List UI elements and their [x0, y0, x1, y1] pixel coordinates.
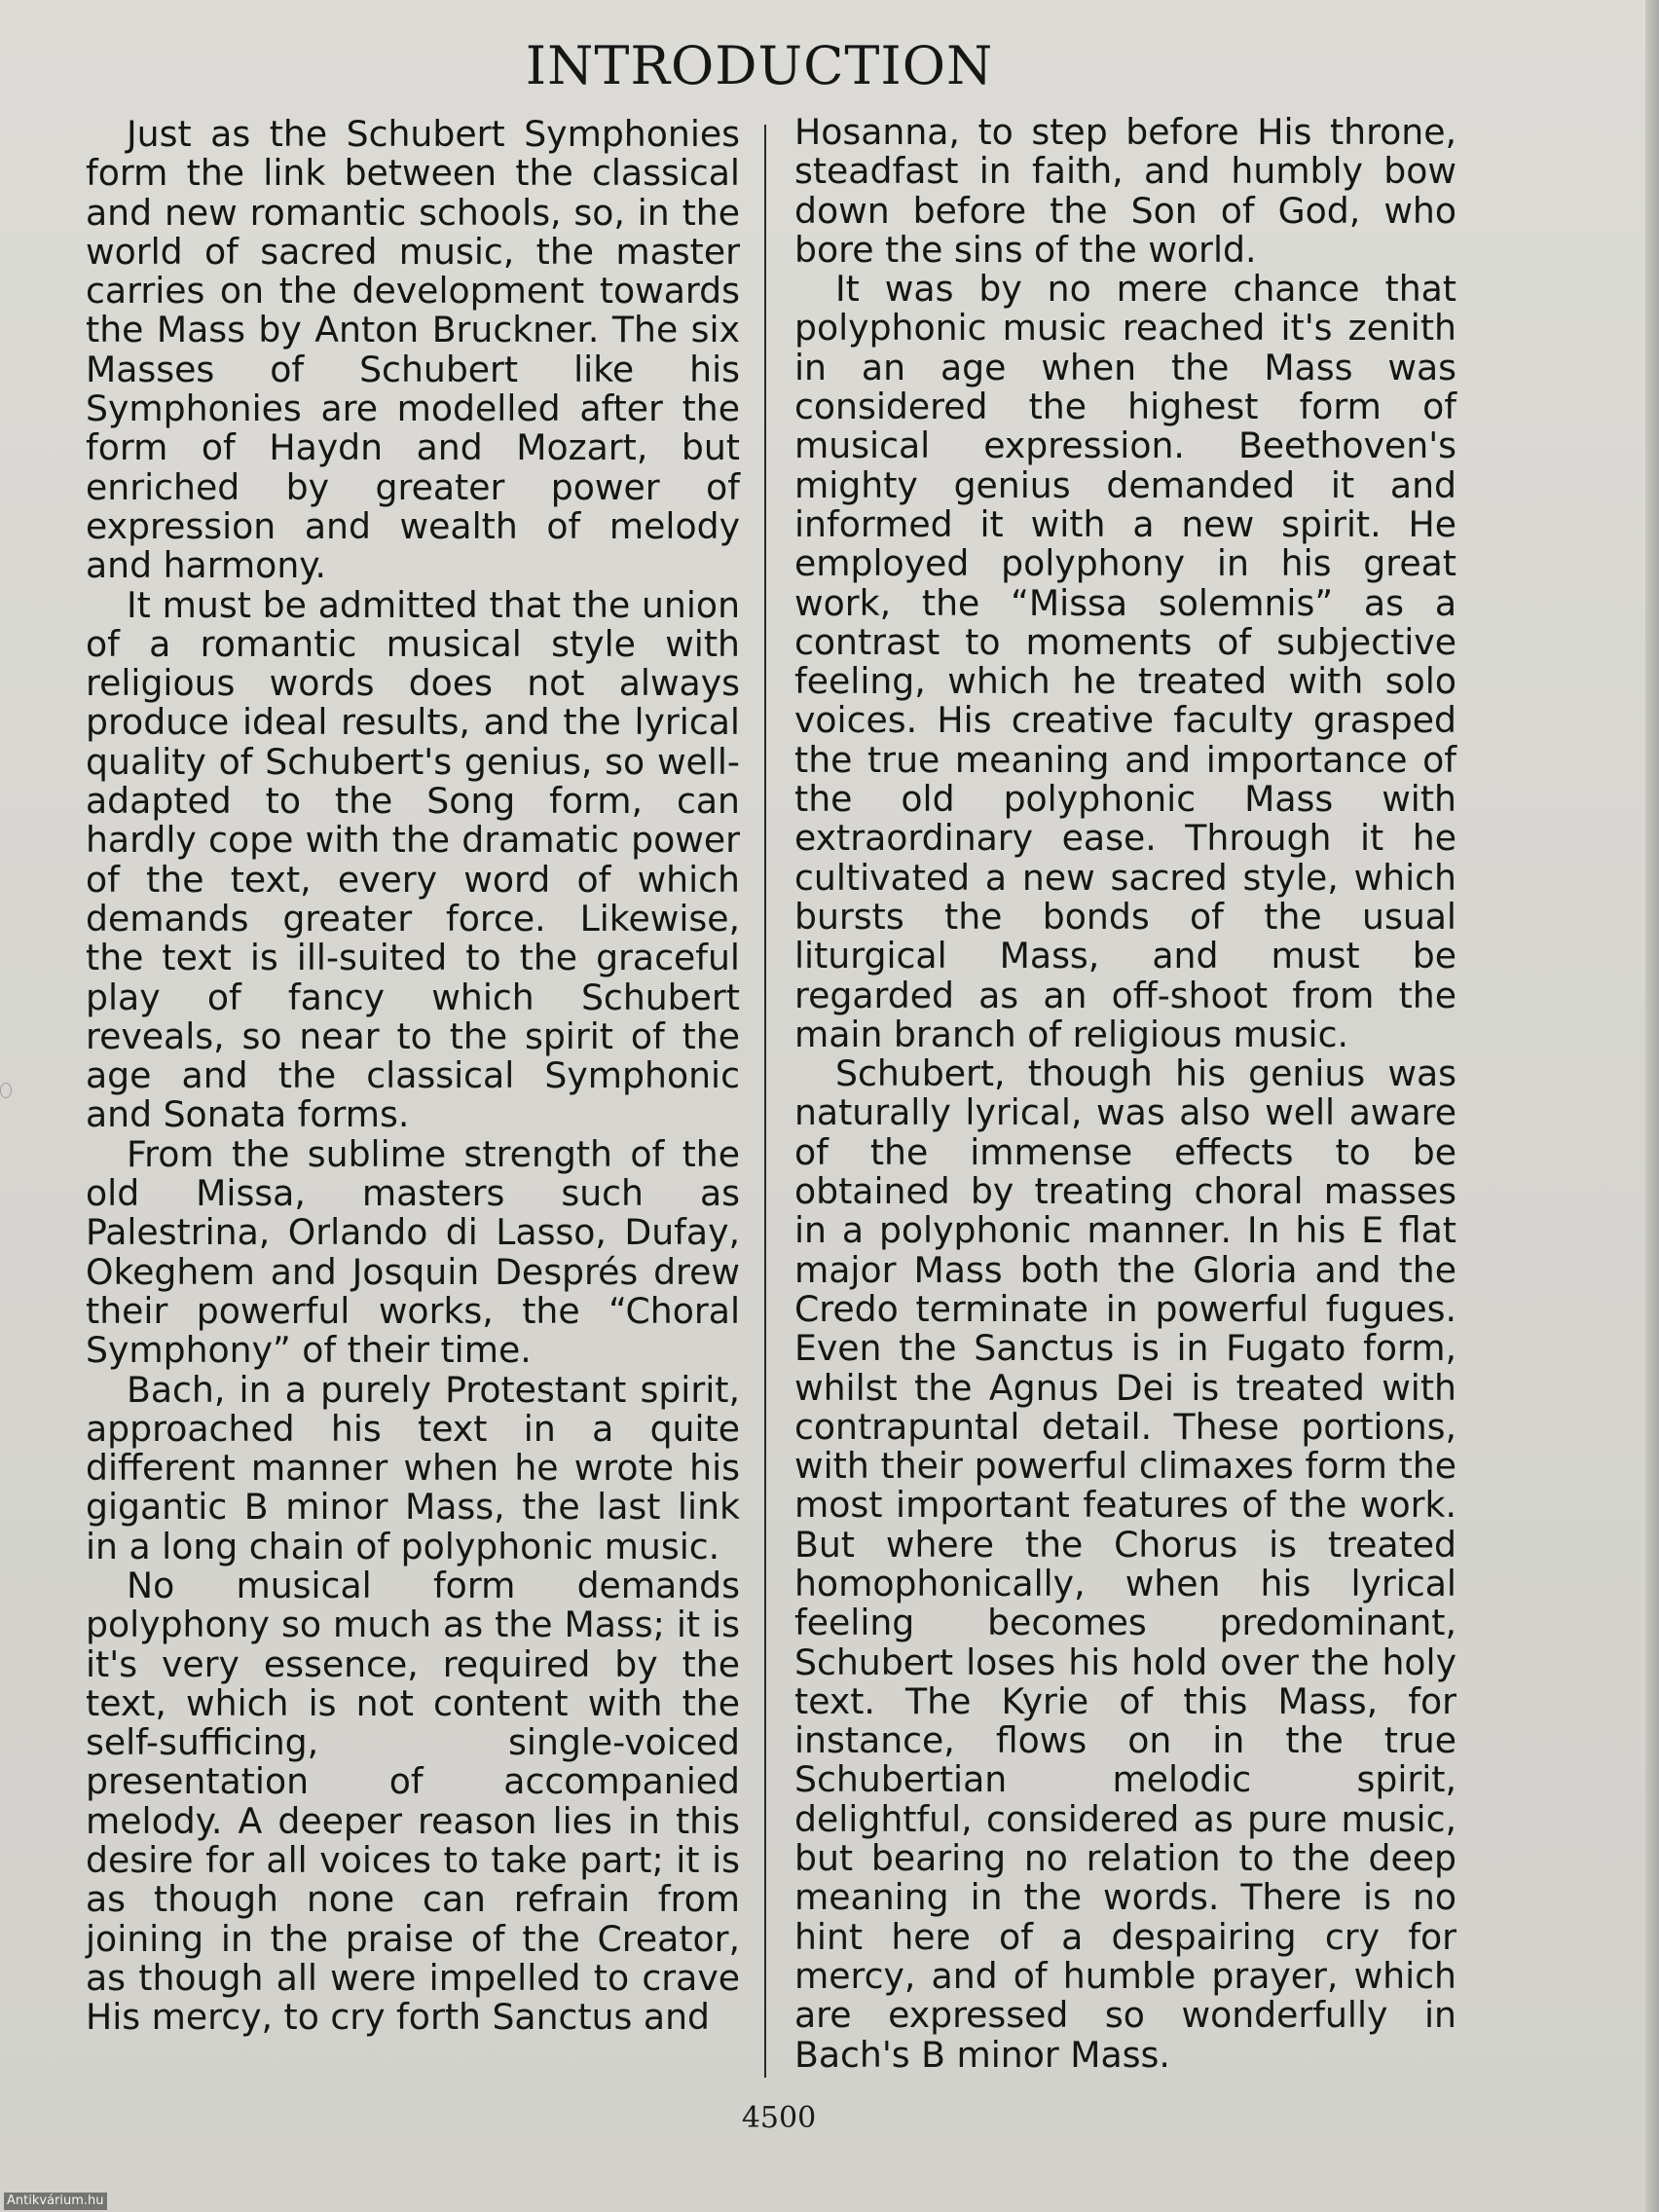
paragraph: Just as the Schubert Symphonies form the link between the classical and new romantic schools, so, in the world of sacred music, the master carries on the development towards the Mass by Anton Bruckner. The six Masses of Schubert like his Symphonies are modelled after the form of Haydn and Mozart, but enriched by greater power of expression and wealth of melody and harmony.	[86, 113, 740, 587]
paragraph-continued: Hosanna, to step before His throne, steadfast in faith, and humbly bow down before the Son of God, who bore the sins of the world.	[794, 111, 1456, 271]
paragraph: It was by no mere chance that polyphonic music reached it's zenith in an age when the Mass was considered the highest form of musical expression. Beethoven's mighty genius demanded it and informed it with a new spirit. He employed polyphony in his great work, the “Missa solemnis” as a contrast to moments of subjective feeling, which he treated with solo voices. His creative faculty grasped the true meaning and importance of the old polyphonic Mass with extraordinary ease. Through it he cultivated a new sacred style, which bursts the bonds of the usual liturgical Mass, and must be regarded as an off-shoot from the main branch of religious music.	[794, 268, 1456, 1055]
page-title: INTRODUCTION	[525, 35, 994, 96]
paragraph: Schubert, though his genius was naturally lyrical, was also well aware of the immense effects to be obtained by treating choral masses in a polyphonic manner. In his E flat major Mass both the Gloria and the Credo terminate in powerful fugues. Even the Sanctus is in Fugato form, whilst the Agnus Dei is treated with contrapuntal detail. These portions, with their powerful climaxes form the most important features of the work. But where the Chorus is treated homophonically, when his lyrical feeling becomes predominant, Schubert loses his hold over the holy text. The Kyrie of this Mass, for instance, flows on in the true Schubertian melodic spirit, delightful, considered as pure music, but bearing no relation to the deep meaning in the words. There is no hint here of a despairing cry for mercy, and of humble prayer, which are expressed so wonderfully in Bach's B minor Mass.	[794, 1052, 1456, 2076]
margin-punch-mark	[0, 1083, 12, 1098]
watermark: Antikvárium.hu	[4, 2193, 107, 2210]
paragraph: From the sublime strength of the old Missa, masters such as Palestrina, Orlando di Lasso, Dufay, Okeghem and Josquin Després drew their powerful works, the “Choral Symphony” of their time.	[86, 1132, 740, 1372]
column-divider	[764, 125, 766, 2078]
paragraph: No musical form demands polyphony so much as the Mass; it is it's very essence, required by the text, which is not content with the self-sufficing, single-voiced presentation of accompanied melody. A deeper reason lies in this desire for all voices to take part; it is as though none can refrain from joining in the praise of the Creator, as though all were impelled to crave His mercy, to cry forth Sanctus and	[86, 1564, 740, 2039]
right-column	[794, 113, 1456, 2075]
left-column	[86, 115, 740, 2038]
page-edge-shadow	[1645, 0, 1659, 2212]
paragraph: It must be admitted that the union of a romantic musical style with religious words does not always produce ideal results, and the lyrical quality of Schubert's genius, so well-adapted to the Song form, can hardly cope with the dramatic power of the text, every word of which demands greater force. Likewise, the text is ill-suited to the graceful play of fancy which Schubert reveals, so near to the spirit of the age and the classical Symphonic and Sonata forms.	[86, 583, 740, 1136]
page-number: 4500	[741, 2101, 817, 2135]
paragraph: Bach, in a purely Protestant spirit, approached his text in a quite different manner when he wrote his gigantic B minor Mass, the last link in a long chain of polyphonic music.	[86, 1368, 740, 1567]
